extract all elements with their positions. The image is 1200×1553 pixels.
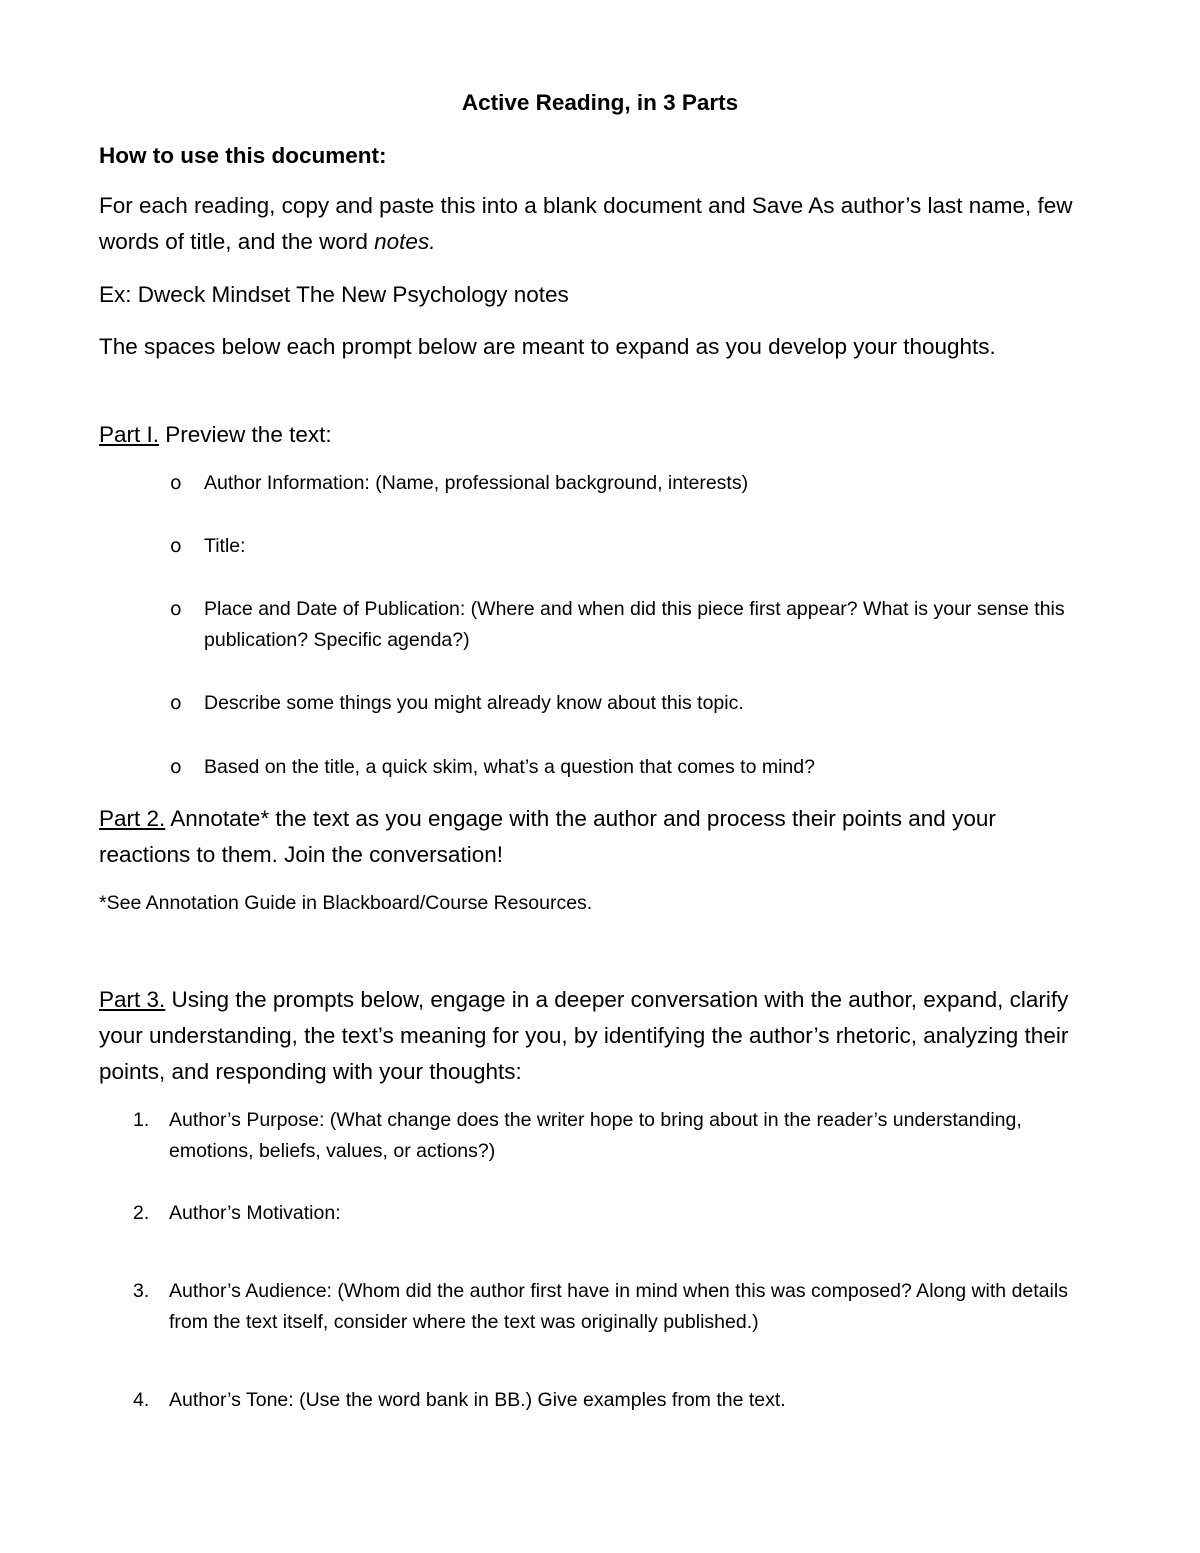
part1-label: Part I. — [99, 422, 160, 447]
bullet-icon: o — [170, 535, 182, 557]
example-paragraph: Ex: Dweck Mindset The New Psychology notes — [99, 282, 569, 307]
bullet-icon: o — [170, 756, 182, 778]
intro-paragraph — [99, 188, 1089, 260]
part1-heading — [99, 417, 1089, 453]
item-number: 3. — [133, 1280, 150, 1302]
item-text — [169, 1105, 1079, 1167]
item-label: Author’s Motivation: — [169, 1202, 341, 1224]
item-label: Author’s Audience: — [169, 1280, 332, 1302]
part3-label: Part 3. — [99, 987, 166, 1012]
bullet-text: Place and Date of Publication: (Where and when did this piece first appear? What is your sense this publication? Specific agenda?) — [204, 598, 1065, 651]
item-number: 1. — [133, 1109, 150, 1131]
bullet-icon: o — [170, 472, 182, 494]
bullet-text: Based on the title, a quick skim, what’s a question that comes to mind? — [204, 756, 815, 778]
part2-label: Part 2. — [99, 806, 166, 831]
item-text — [169, 1385, 1079, 1416]
item-label: Author’s Tone: — [169, 1389, 294, 1411]
bullet-text: Title: — [204, 535, 246, 557]
part1-text: Preview the text: — [159, 422, 332, 447]
part2-text: Annotate* the text as you engage with the author and process their points and your reactions to them. Join the conversation! — [99, 806, 996, 867]
bullet-icon: o — [170, 692, 182, 714]
intro-text: For each reading, copy and paste this into a blank document and Save As author’s last name, few words of title, and the word — [99, 193, 1073, 254]
part2-heading — [99, 801, 1089, 873]
item-label: Author’s Purpose: — [169, 1109, 325, 1131]
item-text — [169, 1276, 1079, 1338]
item-number: 2. — [133, 1202, 150, 1224]
intro-italic-word: notes. — [374, 229, 436, 254]
item-number: 4. — [133, 1389, 150, 1411]
annotation-note: *See Annotation Guide in Blackboard/Course Resources. — [99, 892, 593, 914]
usage-heading: How to use this document: — [99, 143, 387, 168]
bullet-text: Author Information: (Name, professional background, interests) — [204, 472, 749, 494]
part3-text: Using the prompts below, engage in a deeper conversation with the author, expand, clarify your understanding, the text’s meaning for you, by identifying the author’s rhetoric, analyzing their points, and responding with your thoughts: — [99, 987, 1069, 1084]
bullet-text: Describe some things you might already know about this topic. — [204, 692, 744, 714]
expand-paragraph: The spaces below each prompt below are meant to expand as you develop your thoughts. — [99, 334, 996, 359]
document-title: Active Reading, in 3 Parts — [461, 90, 739, 115]
item-description: (Whom did the author first have in mind when this was composed? Along with details from the text itself, consider where the text was originally published.) — [169, 1280, 1068, 1333]
item-description: (What change does the writer hope to bring about in the reader’s understanding, emotions, beliefs, values, or actions?) — [169, 1109, 1022, 1162]
bullet-icon: o — [170, 598, 182, 620]
part3-heading — [99, 982, 1089, 1090]
item-description: (Use the word bank in BB.) Give examples from the text. — [293, 1389, 786, 1411]
item-text — [169, 1198, 1079, 1229]
